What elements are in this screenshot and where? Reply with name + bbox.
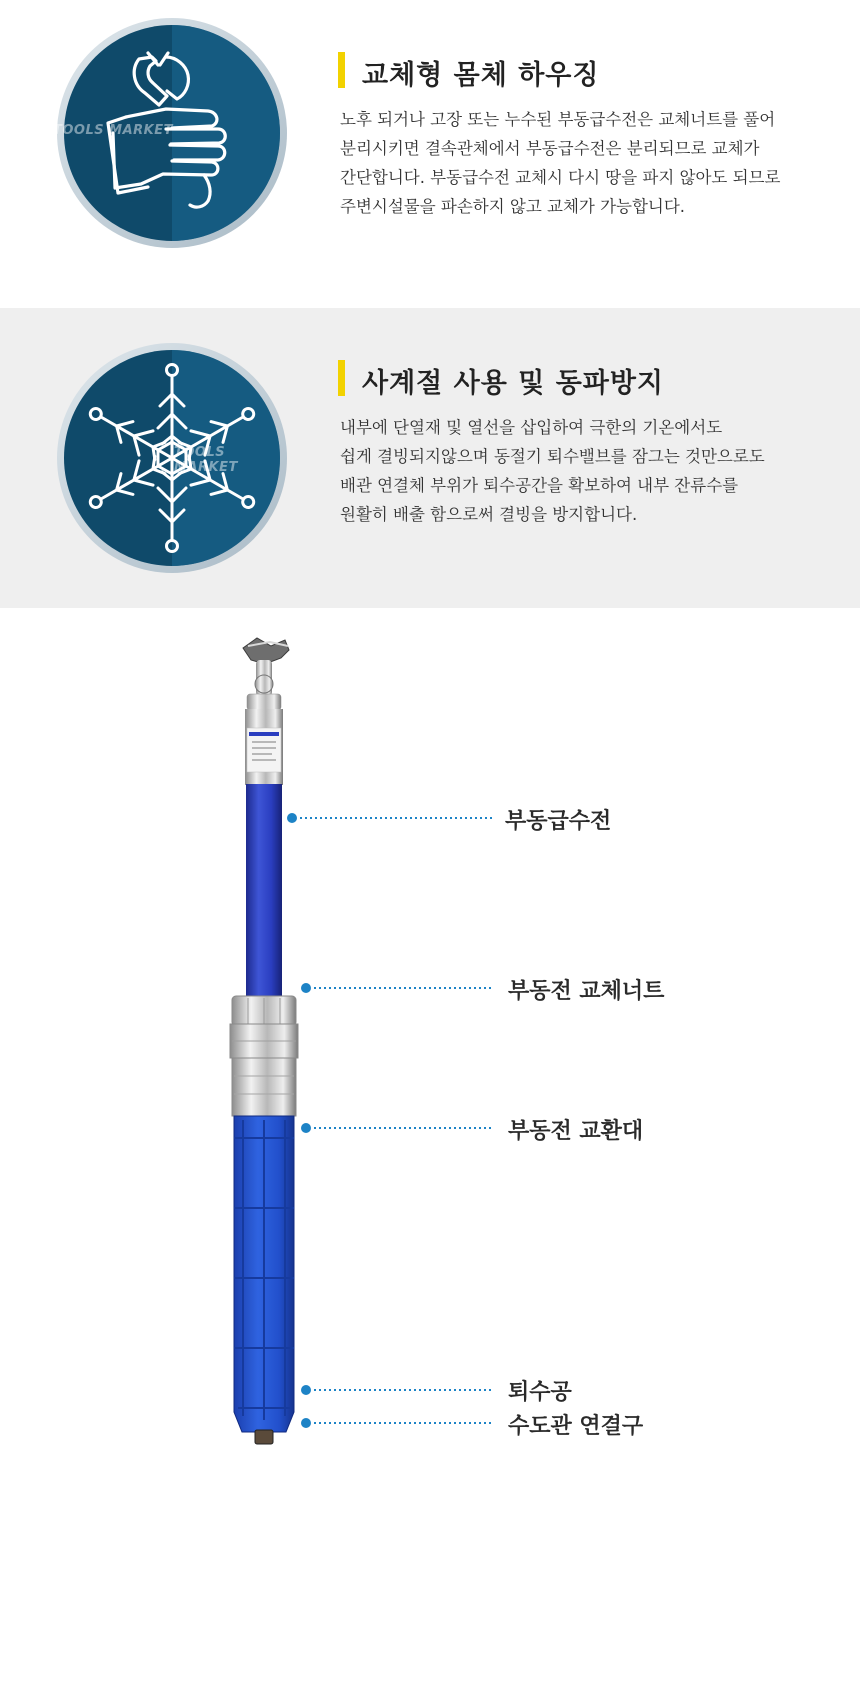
feature-description xyxy=(340,105,820,221)
callout-pipe-connector: 수도관 연결구 xyxy=(508,1414,644,1439)
callout-exchange-body: 부동전 교환대 xyxy=(508,1119,644,1144)
description-line: 배관 연결체 부위가 퇴수공간을 확보하여 내부 잔류수를 xyxy=(340,476,739,495)
feature-badge-antifreeze xyxy=(56,342,288,574)
description-line: 주변시설물을 파손하지 않고 교체가 가능합니다. xyxy=(340,197,686,216)
callout-nut: 부동전 교체너트 xyxy=(508,979,665,1004)
description-line: 내부에 단열재 및 열선을 삽입하여 극한의 기온에서도 xyxy=(340,418,723,437)
feature-section-housing xyxy=(0,0,860,308)
description-line: 분리시키면 결속관체에서 부동급수전은 분리되므로 교체가 xyxy=(340,139,760,158)
callout-dot xyxy=(301,1123,311,1133)
feature-title: 교체형 몸체 하우징 xyxy=(362,60,600,91)
description-line: 노후 되거나 고장 또는 누수된 부동급수전은 교체너트를 풀어 xyxy=(340,110,776,129)
callout-faucet: 부동급수전 xyxy=(505,809,612,834)
description-line: 간단합니다. 부동급수전 교체시 다시 땅을 파지 않아도 되므로 xyxy=(340,168,781,187)
callout-drain-hole: 퇴수공 xyxy=(508,1380,572,1405)
feature-section-antifreeze xyxy=(0,308,860,608)
product-diagram-section xyxy=(0,608,860,1685)
callout-dot xyxy=(301,1418,311,1428)
description-line: 쉽게 결빙되지않으며 동절기 퇴수밸브를 잠그는 것만으로도 xyxy=(340,447,765,466)
exchange-body xyxy=(234,1116,294,1432)
watermark-text: TOOLS MARKET xyxy=(53,123,173,138)
callout-dot xyxy=(287,813,297,823)
pipe-connector xyxy=(255,1430,273,1444)
feature-title: 사계절 사용 및 동파방지 xyxy=(362,368,665,399)
product-diagram xyxy=(0,608,860,1685)
valve-handle xyxy=(243,638,289,710)
description-line: 원활히 배출 함으로써 결빙을 방지합니다. xyxy=(340,505,638,524)
replacement-nut xyxy=(230,996,298,1116)
feature-description xyxy=(340,413,820,529)
callout-dot xyxy=(301,1385,311,1395)
blue-tube xyxy=(246,784,282,998)
callout-dot xyxy=(301,983,311,993)
watermark-text: TOOLS MARKET xyxy=(174,445,238,475)
feature-badge-housing xyxy=(53,17,288,249)
